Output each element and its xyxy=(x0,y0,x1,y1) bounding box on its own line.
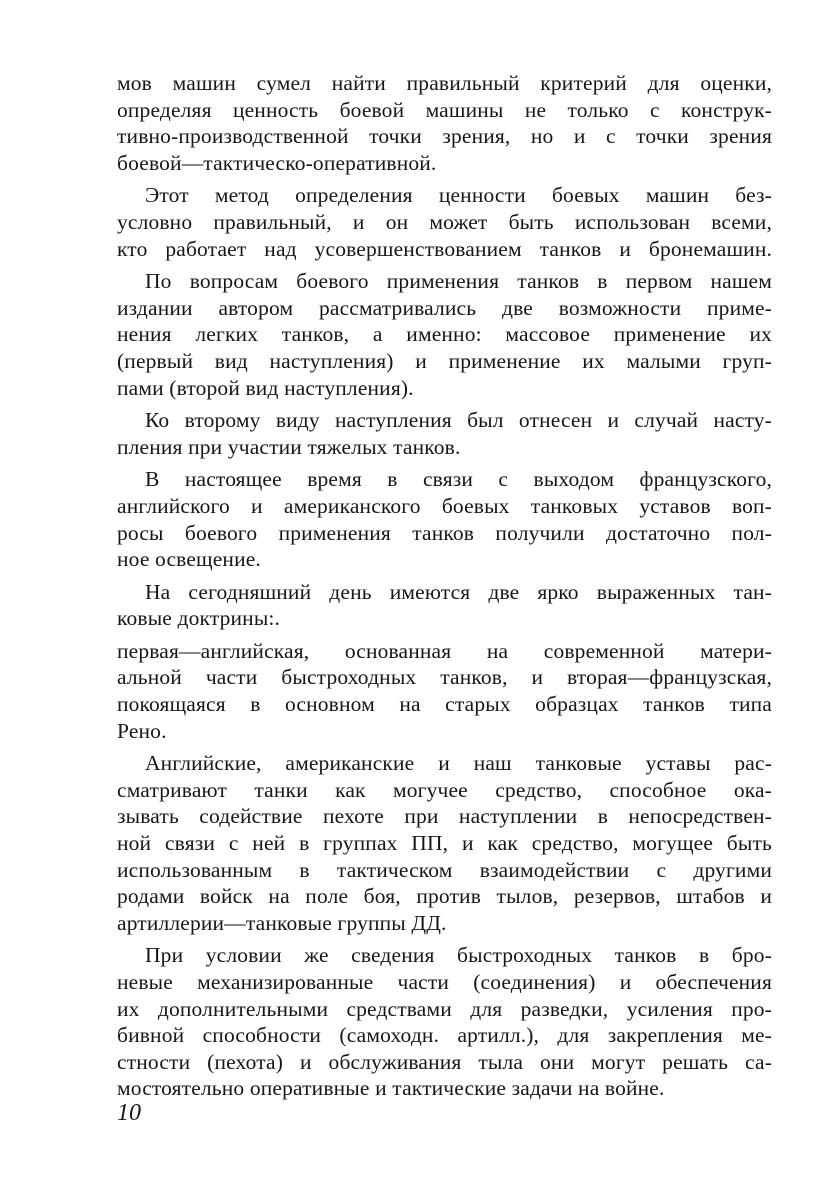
text-line: использованным в тактическом взаимодействии с другими xyxy=(117,857,772,882)
text-line: ковые доктрины:. xyxy=(117,606,281,631)
text-line: кто работает над усовершенствованием танков и бронемашин. xyxy=(117,236,772,261)
text-line: первая—английская, основанная на современной матери- xyxy=(117,638,772,663)
text-line: мов машин сумел найти правильный критерий для оценки, xyxy=(117,71,772,95)
text-line: невые механизированные части (соединения) и обеспечения xyxy=(117,970,772,994)
text-line: бивной способности (самоходн. артилл.), для закрепления ме- xyxy=(117,1023,772,1048)
text-line: боевой—тактическо-оперативной. xyxy=(117,150,437,175)
text-line: По вопросам боевого применения танков в первом нашем xyxy=(145,269,772,294)
text-line: зывать содействие пехоте при наступлении в непосредствен- xyxy=(117,804,772,829)
text-line: В настоящее время в связи с выходом французского, xyxy=(145,467,772,492)
paragraph xyxy=(117,182,772,262)
text-line: условно правильный, и он может быть использован всеми, xyxy=(117,209,772,234)
text-line: тивно-производственной точки зрения, но и с точки зрения xyxy=(117,124,772,149)
text-line: Английские, американские и наш танковые уставы рас- xyxy=(145,751,772,776)
text-line: родами войск на поле боя, против тылов, резервов, штабов и xyxy=(117,884,772,909)
text-line: ной связи с ней в группах ПП, и как средство, могущее быть xyxy=(117,831,772,856)
text-line: сматривают танки как могучее средство, способное ока- xyxy=(117,777,772,802)
paragraph xyxy=(117,750,772,936)
text-line: издании автором рассматривались две возможности приме- xyxy=(117,295,772,320)
text-line: пами (второй вид наступления). xyxy=(117,375,414,400)
paragraph xyxy=(117,268,772,401)
text-line: альной части быстроходных танков, и вторая—французская, xyxy=(117,665,772,690)
page-number: 10 xyxy=(117,1100,141,1126)
text-line: пления при участии тяжелых танков. xyxy=(117,434,461,459)
text-line: мостоятельно оперативные и тактические задачи на войне. xyxy=(117,1076,665,1101)
text-line: их дополнительными средствами для разведки, усиления про- xyxy=(117,996,772,1021)
text-line: Ко второму виду наступления был отнесен и случай насту- xyxy=(145,408,772,433)
text-line: стности (пехота) и обслуживания тыла они могут решать са- xyxy=(117,1049,772,1074)
text-line: английского и американского боевых танковых уставов воп- xyxy=(117,493,772,518)
text-line: покоящаяся в основном на старых образцах танков типа xyxy=(117,692,772,717)
text-line: нения легких танков, а именно: массовое применение их xyxy=(117,322,772,347)
text-line: При условии же сведения быстроходных танков в бро- xyxy=(145,943,772,968)
paragraph xyxy=(117,579,772,632)
text-line: ное освещение. xyxy=(117,547,261,572)
text-line: Этот метод определения ценности боевых машин без- xyxy=(145,183,772,208)
text-line: росы боевого применения танков получили достаточно пол- xyxy=(117,520,772,545)
text-line: (первый вид наступления) и применение их малыми груп- xyxy=(117,348,772,373)
paragraph xyxy=(117,638,772,744)
paragraph xyxy=(117,407,772,460)
page-body-text xyxy=(117,70,772,1102)
paragraph xyxy=(117,466,772,572)
paragraph xyxy=(117,942,772,1102)
paragraph xyxy=(117,70,772,176)
text-line: На сегодняшний день имеются две ярко выраженных тан- xyxy=(145,579,772,604)
text-line: артиллерии—танковые группы ДД. xyxy=(117,910,447,935)
text-line: определяя ценность боевой машины не только с конструк- xyxy=(117,97,772,122)
text-line: Рено. xyxy=(117,718,167,743)
